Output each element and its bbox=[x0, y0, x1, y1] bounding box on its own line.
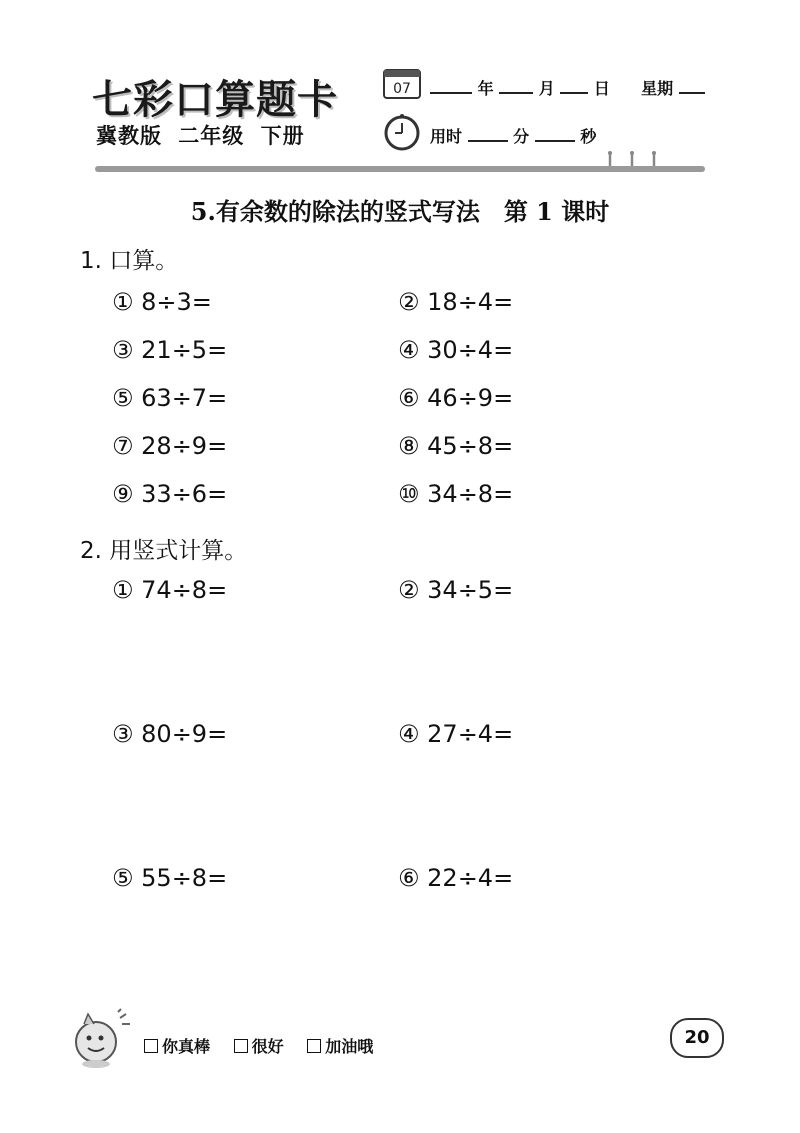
lesson-title: 5.有余数的除法的竖式写法 第 1 课时 bbox=[190, 197, 610, 226]
vertical-calc-item bbox=[398, 576, 513, 604]
item-expression: 30÷4= bbox=[427, 336, 514, 364]
date-line bbox=[430, 76, 705, 99]
seconds-label: 秒 bbox=[580, 127, 597, 146]
item-expression: 80÷9= bbox=[141, 720, 228, 748]
item-expression: 74÷8= bbox=[141, 576, 228, 604]
oral-item bbox=[112, 480, 227, 508]
weekday-label: 星期 bbox=[641, 79, 674, 98]
oral-item bbox=[112, 336, 227, 364]
year-blank[interactable] bbox=[430, 78, 472, 94]
item-number: ② bbox=[398, 288, 420, 316]
item-expression: 45÷8= bbox=[427, 432, 514, 460]
item-expression: 55÷8= bbox=[141, 864, 228, 892]
oral-item bbox=[398, 432, 513, 460]
checkbox-icon bbox=[307, 1039, 321, 1053]
item-expression: 18÷4= bbox=[427, 288, 514, 316]
rating-good[interactable] bbox=[234, 1037, 284, 1056]
header-divider bbox=[95, 166, 705, 172]
item-expression: 63÷7= bbox=[141, 384, 228, 412]
item-number: ⑤ bbox=[112, 864, 134, 892]
item-expression: 21÷5= bbox=[141, 336, 228, 364]
page-number: 20 bbox=[670, 1018, 724, 1058]
item-expression: 27÷4= bbox=[427, 720, 514, 748]
item-expression: 28÷9= bbox=[141, 432, 228, 460]
rating-great[interactable] bbox=[144, 1037, 210, 1056]
rating-great-label: 你真棒 bbox=[162, 1037, 211, 1056]
vertical-calc-item bbox=[398, 864, 513, 892]
brand-logo: 七彩口算题卡 bbox=[92, 76, 338, 123]
item-expression: 33÷6= bbox=[141, 480, 228, 508]
oral-item bbox=[398, 336, 513, 364]
section1-heading: 1. 口算。 bbox=[80, 248, 179, 274]
vertical-calc-item bbox=[112, 864, 227, 892]
oral-item bbox=[398, 288, 513, 316]
month-label: 月 bbox=[538, 79, 555, 98]
day-blank[interactable] bbox=[560, 78, 588, 94]
item-number: ① bbox=[112, 288, 134, 316]
oral-item bbox=[398, 480, 513, 508]
oral-item bbox=[398, 384, 513, 412]
self-rating bbox=[144, 1034, 391, 1057]
day-label: 日 bbox=[593, 79, 610, 98]
item-expression: 8÷3= bbox=[141, 288, 212, 316]
item-number: ⑦ bbox=[112, 432, 134, 460]
seconds-blank[interactable] bbox=[535, 126, 575, 142]
oral-item bbox=[112, 288, 212, 316]
item-number: ⑥ bbox=[398, 384, 420, 412]
oral-item bbox=[112, 432, 227, 460]
item-number: ⑥ bbox=[398, 864, 420, 892]
item-expression: 46÷9= bbox=[427, 384, 514, 412]
time-line bbox=[430, 124, 596, 147]
weekday-blank[interactable] bbox=[679, 78, 705, 94]
rating-keep-going[interactable] bbox=[307, 1037, 373, 1056]
item-number: ① bbox=[112, 576, 134, 604]
item-number: ③ bbox=[112, 720, 134, 748]
item-expression: 34÷5= bbox=[427, 576, 514, 604]
section2-heading: 2. 用竖式计算。 bbox=[80, 538, 248, 564]
year-label: 年 bbox=[477, 79, 494, 98]
calendar-day: 07 bbox=[393, 81, 411, 97]
edition-label: 冀教版 二年级 下册 bbox=[96, 124, 305, 148]
vertical-calc-item bbox=[398, 720, 513, 748]
item-number: ⑧ bbox=[398, 432, 420, 460]
checkbox-icon bbox=[234, 1039, 248, 1053]
rating-keep-going-label: 加油哦 bbox=[325, 1037, 374, 1056]
minutes-blank[interactable] bbox=[468, 126, 508, 142]
minutes-label: 分 bbox=[513, 127, 530, 146]
month-blank[interactable] bbox=[499, 78, 533, 94]
item-number: ② bbox=[398, 576, 420, 604]
time-used-label: 用时 bbox=[430, 127, 463, 146]
oral-item bbox=[112, 384, 227, 412]
item-number: ④ bbox=[398, 720, 420, 748]
clock-icon bbox=[382, 112, 422, 152]
item-number: ⑩ bbox=[398, 480, 420, 508]
vertical-calc-item bbox=[112, 720, 227, 748]
checkbox-icon bbox=[144, 1039, 158, 1053]
calendar-icon bbox=[382, 66, 422, 100]
item-number: ⑤ bbox=[112, 384, 134, 412]
item-number: ③ bbox=[112, 336, 134, 364]
item-number: ⑨ bbox=[112, 480, 134, 508]
mascot-icon bbox=[70, 1008, 136, 1070]
item-number: ④ bbox=[398, 336, 420, 364]
item-expression: 22÷4= bbox=[427, 864, 514, 892]
vertical-calc-item bbox=[112, 576, 227, 604]
item-expression: 34÷8= bbox=[427, 480, 514, 508]
rating-good-label: 很好 bbox=[251, 1037, 284, 1056]
